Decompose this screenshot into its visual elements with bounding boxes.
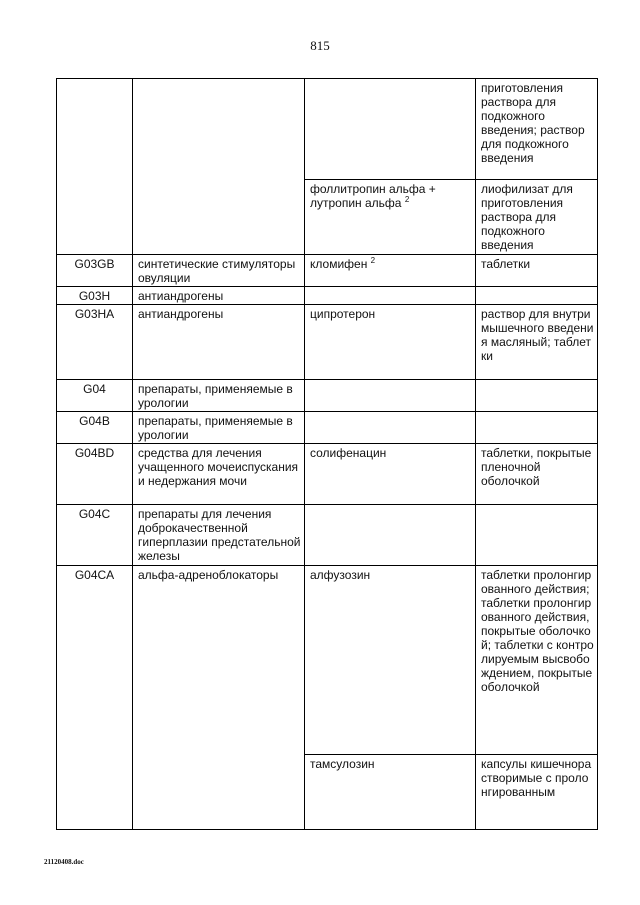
inn-cell: алфузозин [305, 566, 476, 755]
group-cell: антиандрогены [133, 287, 305, 305]
atc-code-cell [57, 79, 133, 255]
table-row [57, 412, 598, 444]
inn-cell: фоллитропин альфа + лутропин альфа $^2$ [305, 180, 476, 255]
dosage-form-cell [476, 380, 598, 412]
document-filename: 21120408.doc [44, 858, 84, 866]
atc-code-cell: G04B [57, 412, 133, 444]
inn-cell: ципротерон [305, 305, 476, 380]
table-row [57, 79, 598, 180]
group-cell: синтетические стимуляторы овуляции [133, 255, 305, 287]
dosage-form-cell [476, 287, 598, 305]
inn-cell: солифенацин [305, 444, 476, 505]
inn-cell [305, 380, 476, 412]
inn-cell [305, 79, 476, 180]
footnote-marker: 2 [404, 195, 410, 204]
dosage-form-cell: приготовления раствора для подкожного введения; раствор для подкожного введения [476, 79, 598, 180]
group-cell: препараты, применяемые в урологии [133, 412, 305, 444]
atc-code-cell: G03GB [57, 255, 133, 287]
atc-code-cell: G03HA [57, 305, 133, 380]
dosage-form-cell: капсулы кишечнорастворимые с пролонгированным [476, 755, 598, 830]
atc-code-cell: G04C [57, 505, 133, 566]
dosage-form-cell: таблетки [476, 255, 598, 287]
table-row [57, 444, 598, 505]
atc-code-cell: G04BD [57, 444, 133, 505]
dosage-form-cell: лиофилизат для приготовления раствора для подкожного введения [476, 180, 598, 255]
atc-code-cell: G03H [57, 287, 133, 305]
group-cell [133, 79, 305, 255]
atc-code-cell: G04CA [57, 566, 133, 830]
page-number: 815 [310, 38, 330, 53]
table-row [57, 255, 598, 287]
inn-cell: тамсулозин [305, 755, 476, 830]
dosage-form-cell [476, 412, 598, 444]
group-cell: средства для лечения учащенного мочеиспускания и недержания мочи [133, 444, 305, 505]
drug-classification-table [56, 78, 598, 830]
dosage-form-cell: таблетки пролонгированного действия; таблетки пролонгированного действия, покрытые оболочкой; таблетки с контролируемым высвобождением, покрытые оболочкой [476, 566, 598, 755]
table-row [57, 287, 598, 305]
group-cell: антиандрогены [133, 305, 305, 380]
inn-cell [305, 412, 476, 444]
inn-cell [305, 505, 476, 566]
group-cell: препараты, применяемые в урологии [133, 380, 305, 412]
footnote-marker: 2 [370, 256, 376, 265]
table-row [57, 305, 598, 380]
table-row [57, 505, 598, 566]
dosage-form-cell: таблетки, покрытые пленочной оболочкой [476, 444, 598, 505]
inn-cell [305, 287, 476, 305]
dosage-form-cell [476, 505, 598, 566]
table-row [57, 380, 598, 412]
dosage-form-cell: раствор для внутримышечного введения масляный; таблетки [476, 305, 598, 380]
table-row [57, 566, 598, 755]
inn-cell: кломифен $^2$ [305, 255, 476, 287]
group-cell: препараты для лечения доброкачественной гиперплазии предстательной железы [133, 505, 305, 566]
atc-code-cell: G04 [57, 380, 133, 412]
group-cell: альфа-адреноблокаторы [133, 566, 305, 830]
